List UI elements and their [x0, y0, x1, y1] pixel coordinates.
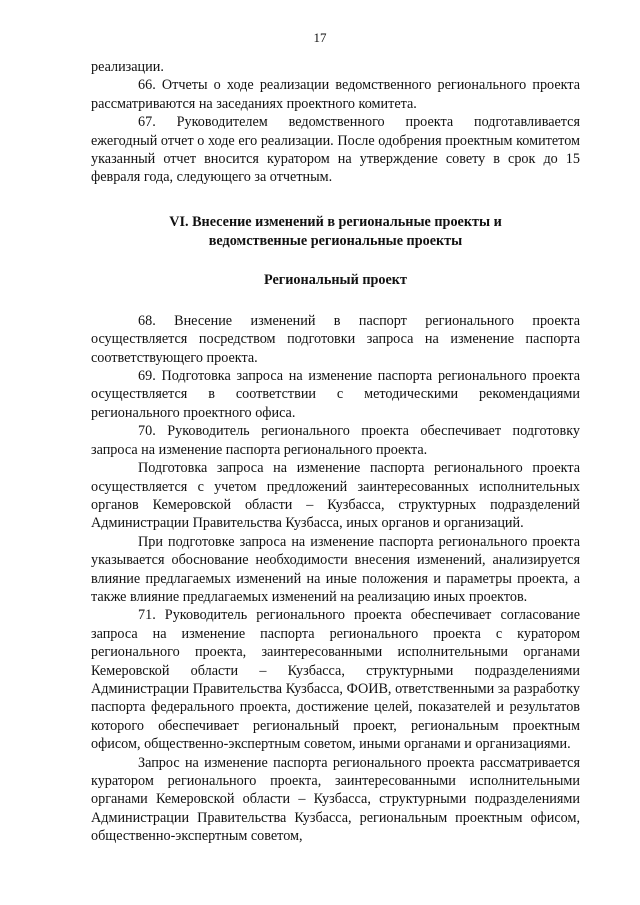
- paragraph-71-review: Запрос на изменение паспорта регионального проекта рассматривается куратором регионального проекта, заинтересованными исполнительными органами Кемеровской области – Кузбасса, структурными подразделениями Администрации Правительства Кузбасса, региональным проектным офисом, общественно-экспертным советом,: [91, 754, 580, 845]
- paragraph-continuation: реализации.: [91, 59, 164, 75]
- paragraph-69: 69. Подготовка запроса на изменение паспорта регионального проекта осуществляется в соответствии с методическими рекомендациями регионального проектного офиса.: [91, 368, 580, 421]
- paragraph-70: 70. Руководитель регионального проекта обеспечивает подготовку запроса на изменение паспорта регионального проекта.: [91, 423, 580, 458]
- subheading-regional-project: Региональный проект: [264, 271, 407, 288]
- paragraph-71: 71. Руководитель регионального проекта обеспечивает согласование запроса на изменение паспорта регионального проекта с куратором регионального проекта, заинтересованными исполнительными органами Кемеровской области – Кузбасса, структурными подразделениями Администрации Правительства Кузбасса, ФОИВ, ответственными за разработку паспорта федерального проекта, достижение целей, показателей и результатов которого обеспечивает региональный проект, региональным проектным офисом, общественно-экспертным советом, иными органами и организациями.: [91, 607, 580, 753]
- paragraph-66: 66. Отчеты о ходе реализации ведомственного регионального проекта рассматриваются на заседаниях проектного комитета.: [91, 77, 580, 112]
- section-heading-line-2: ведомственные региональные проекты: [208, 232, 463, 249]
- page-number: 17: [313, 30, 327, 45]
- paragraph-70-justification: При подготовке запроса на изменение паспорта регионального проекта указывается обоснование необходимости внесения изменений, анализируется влияние предлагаемых изменений на иные положения и параметры проекта, а также влияние предлагаемых изменений на реализацию иных проектов.: [91, 533, 580, 605]
- section-heading-line-1: VI. Внесение изменений в региональные проекты и: [169, 213, 502, 230]
- paragraph-70-preparation: Подготовка запроса на изменение паспорта регионального проекта осуществляется с учетом предложений заинтересованных исполнительных органов Кемеровской области – Кузбасса, структурных подразделений Администрации Правительства Кузбасса, иных органов и организаций.: [91, 460, 580, 532]
- section-heading: [91, 213, 580, 251]
- paragraph-67: 67. Руководителем ведомственного проекта подготавливается ежегодный отчет о ходе его реализации. После одобрения проектным комитетом указанный отчет вносится куратором на утверждение совету в срок до 15 февраля года, следующего за отчетным.: [91, 114, 580, 186]
- document-body: [91, 58, 580, 846]
- paragraph-68: 68. Внесение изменений в паспорт регионального проекта осуществляется посредством подготовки запроса на изменение паспорта соответствующего проекта.: [91, 312, 580, 366]
